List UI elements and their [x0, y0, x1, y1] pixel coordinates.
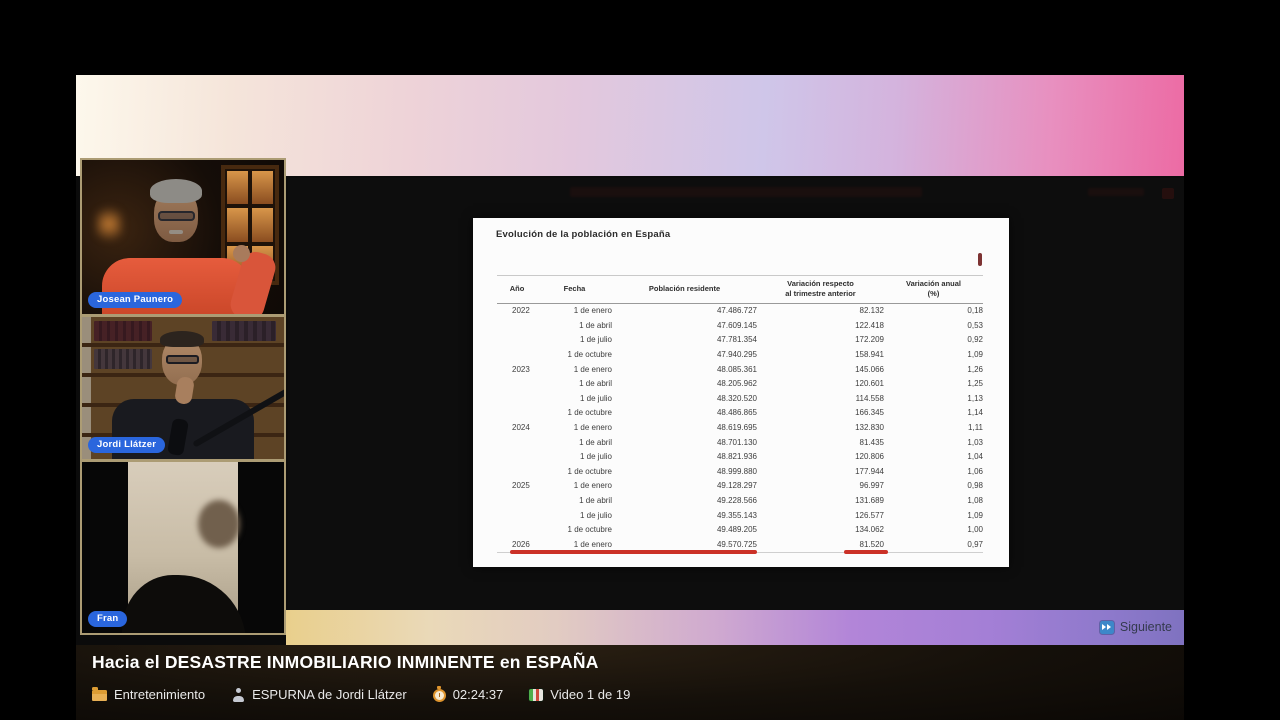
cell-ano: 2026 — [497, 538, 537, 553]
cell-variacion: 172.209 — [855, 335, 884, 345]
cell-variacion: 122.418 — [855, 320, 884, 330]
cell-anual: 1,09 — [967, 350, 983, 360]
cell-poblacion: 48.821.936 — [716, 452, 757, 462]
cell-poblacion: 48.619.695 — [716, 423, 757, 432]
cell-variacion: 120.806 — [855, 452, 884, 462]
glasses — [158, 211, 195, 221]
cell-fecha: 1 de julio — [579, 335, 612, 345]
webcam-column — [80, 158, 286, 635]
next-button-label: Siguiente — [1119, 620, 1172, 634]
cell-variacion: 177.944 — [855, 466, 884, 476]
population-table-body — [497, 304, 983, 553]
cell-anual: 0,53 — [967, 320, 983, 330]
cell-variacion: 131.689 — [855, 495, 884, 505]
cell-poblacion: 48.205.962 — [716, 379, 757, 389]
table-row — [497, 523, 983, 538]
table-row — [497, 304, 983, 319]
cell-poblacion: 49.128.297 — [716, 481, 757, 491]
cell-ano — [497, 523, 537, 538]
cell-poblacion: 48.085.361 — [716, 364, 757, 374]
cell-anual: 1,00 — [967, 525, 983, 535]
cell-variacion: 134.062 — [855, 525, 884, 535]
cell-anual: 1,14 — [967, 408, 983, 418]
cell-variacion: 166.345 — [855, 408, 884, 418]
name-badge: Josean Paunero — [88, 292, 182, 308]
red-marker-icon — [978, 253, 982, 266]
glasses — [166, 355, 199, 364]
cell-fecha: 1 de enero — [573, 306, 612, 316]
col-variacion-trimestre — [757, 276, 884, 304]
cell-ano — [497, 319, 537, 334]
channel-item — [231, 687, 407, 702]
cell-variacion: 81.520 — [757, 538, 884, 553]
cell-poblacion: 47.486.727 — [716, 306, 757, 316]
cell-fecha: 1 de octubre — [567, 466, 612, 476]
table-row — [497, 406, 983, 421]
table-row — [497, 450, 983, 465]
cell-fecha: 1 de octubre — [567, 350, 612, 360]
webcam-fran — [82, 462, 284, 633]
cell-ano — [497, 465, 537, 480]
faint-slide-text — [570, 187, 922, 197]
cell-anual: 1,08 — [967, 495, 983, 505]
col-anual-line2: (%) — [927, 289, 940, 299]
mustache — [169, 230, 183, 234]
cell-anual: 1,09 — [967, 510, 983, 520]
col-variacion-line2: al trimestre anterior — [785, 289, 856, 299]
population-table-wrap — [497, 275, 983, 553]
table-row — [497, 436, 983, 451]
cell-ano — [497, 450, 537, 465]
table-row — [497, 479, 983, 494]
duration-item — [433, 687, 504, 702]
table-row — [497, 377, 983, 392]
video-playlist-icon — [529, 689, 543, 701]
name-badge: Fran — [88, 611, 127, 627]
cell-anual: 1,25 — [967, 379, 983, 389]
cell-poblacion: 48.320.520 — [716, 393, 757, 403]
cell-ano — [497, 509, 537, 524]
folder-icon — [92, 690, 107, 701]
name-badge: Jordi Llátzer — [88, 437, 165, 453]
cell-ano — [497, 494, 537, 509]
gradient-banner-bottom — [286, 610, 1184, 645]
table-row — [497, 494, 983, 509]
cell-variacion: 82.132 — [859, 306, 884, 316]
table-row — [497, 421, 983, 436]
population-table-card — [473, 218, 1009, 567]
cell-fecha: 1 de abril — [579, 437, 612, 447]
category-label: Entretenimiento — [114, 687, 206, 702]
cell-fecha: 1 de abril — [579, 320, 612, 330]
video-player-frame — [76, 75, 1184, 645]
col-anual-line1: Variación anual — [905, 279, 962, 288]
cell-anual: 1,13 — [967, 393, 983, 403]
table-row — [497, 348, 983, 363]
cell-anual: 0,92 — [967, 335, 983, 345]
cell-anual: 1,03 — [967, 437, 983, 447]
highlight-underline-poblacion — [510, 550, 757, 554]
cell-ano — [497, 406, 537, 421]
person-hair — [150, 179, 202, 203]
cell-anual: 0,18 — [967, 306, 983, 316]
table-header — [497, 276, 983, 304]
cell-fecha: 1 de enero — [573, 423, 612, 432]
cell-variacion: 96.997 — [859, 481, 884, 491]
stopwatch-icon — [433, 689, 446, 702]
col-variacion-anual — [884, 276, 983, 304]
cell-poblacion: 48.999.880 — [716, 466, 757, 476]
cell-fecha: 1 de julio — [579, 510, 612, 520]
col-poblacion: Población residente — [612, 276, 757, 304]
person-hair — [160, 331, 204, 347]
highlight-underline-variacion — [844, 550, 888, 554]
cell-poblacion: 49.570.725 — [612, 538, 757, 553]
cell-ano — [497, 392, 537, 407]
cell-fecha: 1 de enero — [537, 538, 612, 553]
playlist-label: Video 1 de 19 — [550, 687, 631, 702]
cell-ano: 2022 — [512, 306, 530, 316]
col-variacion-line1: Variación respecto — [787, 279, 854, 288]
warm-light-glow — [96, 202, 122, 246]
cell-ano — [497, 377, 537, 392]
cell-ano: 2023 — [512, 364, 530, 374]
cell-poblacion: 49.355.143 — [716, 510, 757, 520]
webcam-josean — [82, 160, 284, 314]
cell-anual: 1,04 — [967, 452, 983, 462]
cell-variacion: 145.066 — [855, 364, 884, 374]
cell-poblacion: 47.609.145 — [716, 320, 757, 330]
channel-label: ESPURNA de Jordi Llátzer — [252, 687, 407, 702]
table-row — [497, 392, 983, 407]
cell-ano — [497, 436, 537, 451]
cell-variacion: 81.435 — [859, 437, 884, 447]
next-video-button[interactable] — [1100, 620, 1172, 634]
cell-fecha: 1 de octubre — [567, 525, 612, 535]
cell-anual: 1,26 — [967, 364, 983, 374]
col-ano: Año — [497, 276, 537, 304]
cell-variacion: 114.558 — [855, 393, 884, 403]
user-icon — [231, 688, 245, 702]
webcam-jordi — [82, 314, 284, 462]
table-row — [497, 509, 983, 524]
cell-ano — [497, 348, 537, 363]
cell-fecha: 1 de enero — [573, 364, 612, 374]
population-table — [497, 275, 983, 553]
cell-anual: 0,98 — [967, 481, 983, 491]
duration-label: 02:24:37 — [452, 687, 504, 702]
cell-fecha: 1 de abril — [579, 379, 612, 389]
cell-fecha: 1 de enero — [573, 481, 612, 491]
cell-fecha: 1 de octubre — [567, 408, 612, 418]
table-title: Evolución de la población en España — [496, 229, 671, 240]
cell-poblacion: 49.228.566 — [716, 495, 757, 505]
table-row — [497, 333, 983, 348]
person-hand — [233, 245, 250, 262]
skip-next-icon — [1100, 621, 1114, 634]
cell-poblacion: 49.489.205 — [716, 525, 757, 535]
cell-ano: 2025 — [512, 481, 530, 491]
table-row — [497, 465, 983, 480]
cell-anual: 1,06 — [967, 466, 983, 476]
col-fecha: Fecha — [537, 276, 612, 304]
playlist-item — [529, 687, 630, 702]
cell-poblacion: 47.940.295 — [716, 350, 757, 360]
table-row — [497, 319, 983, 334]
faint-slide-text — [1088, 188, 1144, 196]
cell-poblacion: 48.701.130 — [716, 437, 757, 447]
faint-slide-icon — [1162, 188, 1174, 199]
cell-variacion: 132.830 — [855, 423, 884, 432]
cell-poblacion: 47.781.354 — [716, 335, 757, 345]
cell-fecha: 1 de julio — [579, 393, 612, 403]
video-title: Hacia el DESASTRE INMOBILIARIO INMINENTE en ESPAÑA — [92, 652, 599, 672]
video-meta-bar — [92, 687, 630, 702]
cell-variacion: 126.577 — [855, 510, 884, 520]
cell-anual: 0,97 — [884, 538, 983, 553]
person-head — [198, 500, 240, 548]
table-row — [497, 363, 983, 378]
cell-ano — [497, 333, 537, 348]
cell-variacion: 120.601 — [855, 379, 884, 389]
cell-ano: 2024 — [512, 423, 530, 432]
category-item — [92, 687, 205, 702]
cell-fecha: 1 de abril — [579, 495, 612, 505]
cell-poblacion: 48.486.865 — [716, 408, 757, 418]
cell-anual: 1,11 — [968, 423, 983, 432]
cell-variacion: 158.941 — [855, 350, 884, 360]
cell-fecha: 1 de julio — [579, 452, 612, 462]
